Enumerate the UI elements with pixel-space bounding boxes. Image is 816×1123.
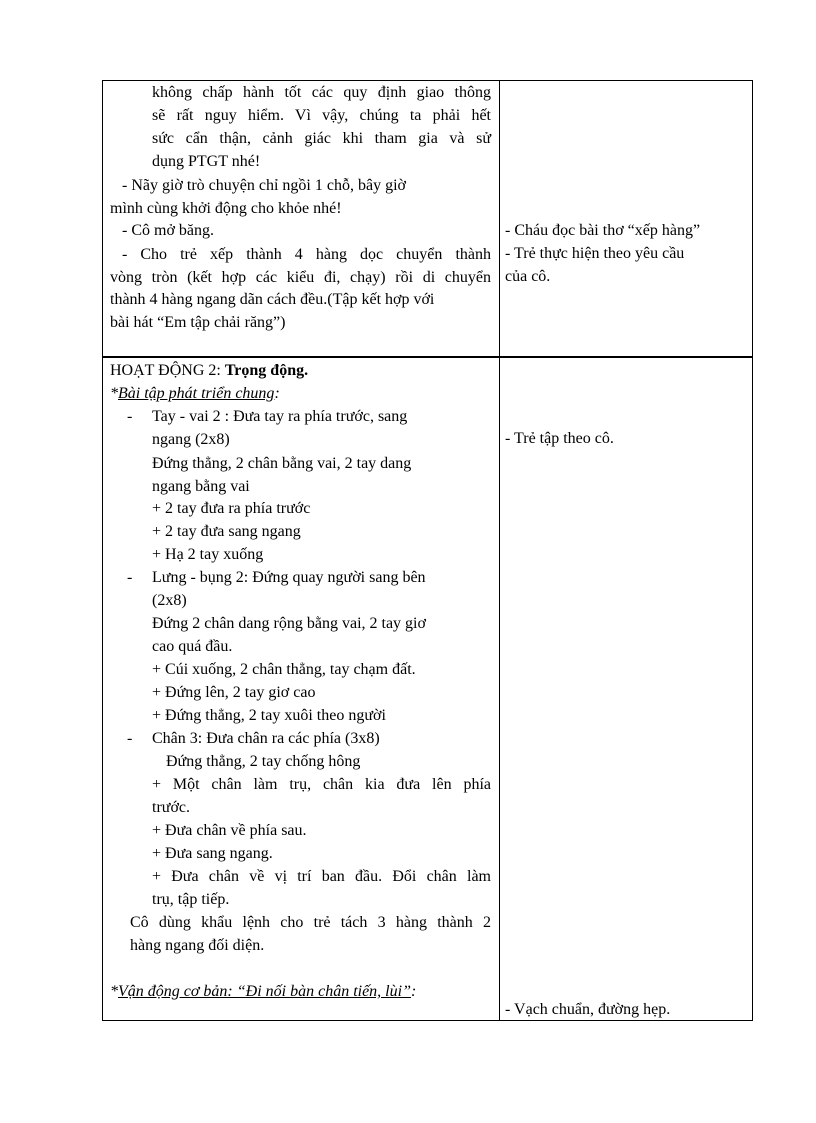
activity-heading-title: Trọng động. [224, 362, 309, 379]
text-line: hàng ngang đối diện. [130, 937, 265, 954]
text-line: Đứng thẳng, 2 chân bằng vai, 2 tay dang [152, 455, 412, 472]
activity-heading [110, 361, 308, 381]
text-line: trước. [152, 799, 191, 816]
text-line: + Đưa chân về vị trí ban đầu. Đổi chân làm [152, 868, 491, 885]
table-border-right [752, 80, 753, 1021]
text-line: Lưng - bụng 2: Đứng quay người sang bên [152, 569, 426, 586]
text-line: ngang bằng vai [152, 478, 250, 495]
text-line: Đứng thẳng, 2 tay chống hông [166, 753, 361, 770]
text-line: bài hát “Em tập chải răng”) [110, 314, 286, 331]
text-line: - Vạch chuẩn, đường hẹp. [505, 1001, 671, 1018]
text-line: trụ, tập tiếp. [152, 891, 230, 908]
subheading-text: Bài tập phát triển chung [118, 385, 275, 402]
text-line: cao quá đầu. [152, 638, 233, 655]
text-line: Cô dùng khẩu lệnh cho trẻ tách 3 hàng thành 2 [130, 914, 491, 931]
text-line: + 2 tay đưa sang ngang [152, 523, 301, 540]
list-bullet: - [127, 730, 133, 747]
text-line: - Cháu đọc bài thơ “xếp hàng” [505, 222, 701, 239]
text-line: thành 4 hàng ngang dãn cách đều.(Tập kết hợp với [110, 291, 435, 308]
text-line: + Đưa sang ngang. [152, 845, 273, 862]
subheading-general-exercises [110, 384, 280, 404]
subheading-colon: : [274, 385, 280, 402]
row2-right-cell [500, 358, 752, 1020]
row2-left-cell [102, 358, 499, 1020]
activity-heading-prefix: HOẠT ĐỘNG 2: [110, 362, 225, 379]
text-line: + Đứng thẳng, 2 tay xuôi theo người [152, 707, 386, 724]
text-line: + Cúi xuống, 2 chân thẳng, tay chạm đất. [152, 661, 416, 678]
subheading-text: Vận động cơ bản: “Đi nối bàn chân tiến, lùi” [118, 983, 411, 1000]
text-line: Đứng 2 chân dang rộng bằng vai, 2 tay giơ [152, 615, 426, 632]
text-line: Tay - vai 2 : Đưa tay ra phía trước, sang [152, 408, 408, 425]
text-line: + Một chân làm trụ, chân kia đưa lên phía [152, 776, 491, 793]
subheading-star: * [110, 385, 118, 402]
text-line: của cô. [505, 268, 551, 285]
text-line: - Trẻ tập theo cô. [505, 430, 614, 447]
text-line: - Nãy giờ trò chuyện chỉ ngồi 1 chỗ, bây giờ [122, 177, 406, 194]
row1-right-cell [500, 80, 752, 356]
list-bullet: - [127, 408, 133, 425]
text-line: vòng tròn (kết hợp các kiểu đi, chạy) rồi di chuyển [110, 269, 491, 286]
subheading-star: * [110, 983, 118, 1000]
text-line: + Hạ 2 tay xuống [152, 546, 264, 563]
text-line: sẽ rất nguy hiểm. Vì vậy, chúng ta phải hết [152, 107, 491, 124]
text-line: - Cô mở băng. [122, 222, 215, 239]
text-line: (2x8) [152, 592, 187, 609]
text-line: sức cẩn thận, cảnh giác khi tham gia và sử [152, 130, 491, 147]
text-line: - Trẻ thực hiện theo yêu cầu [505, 245, 685, 262]
text-line: mình cùng khởi động cho khỏe nhé! [110, 200, 342, 217]
list-bullet: - [127, 569, 133, 586]
text-line: không chấp hành tốt các quy định giao thông [152, 84, 491, 101]
text-line: ngang (2x8) [152, 431, 230, 448]
subheading-colon: : [410, 983, 417, 1000]
text-line: + 2 tay đưa ra phía trước [152, 500, 311, 517]
text-line: - Cho trẻ xếp thành 4 hàng dọc chuyển thành [122, 246, 491, 263]
row1-left-cell [102, 80, 499, 356]
subheading-basic-movement [110, 982, 416, 1002]
text-line: + Đưa chân về phía sau. [152, 822, 307, 839]
text-line: dụng PTGT nhé! [152, 153, 261, 170]
table-border-bottom [102, 1020, 753, 1021]
text-line: + Đứng lên, 2 tay giơ cao [152, 684, 316, 701]
lesson-plan-table [102, 80, 753, 1021]
text-line: Chân 3: Đưa chân ra các phía (3x8) [152, 730, 380, 747]
